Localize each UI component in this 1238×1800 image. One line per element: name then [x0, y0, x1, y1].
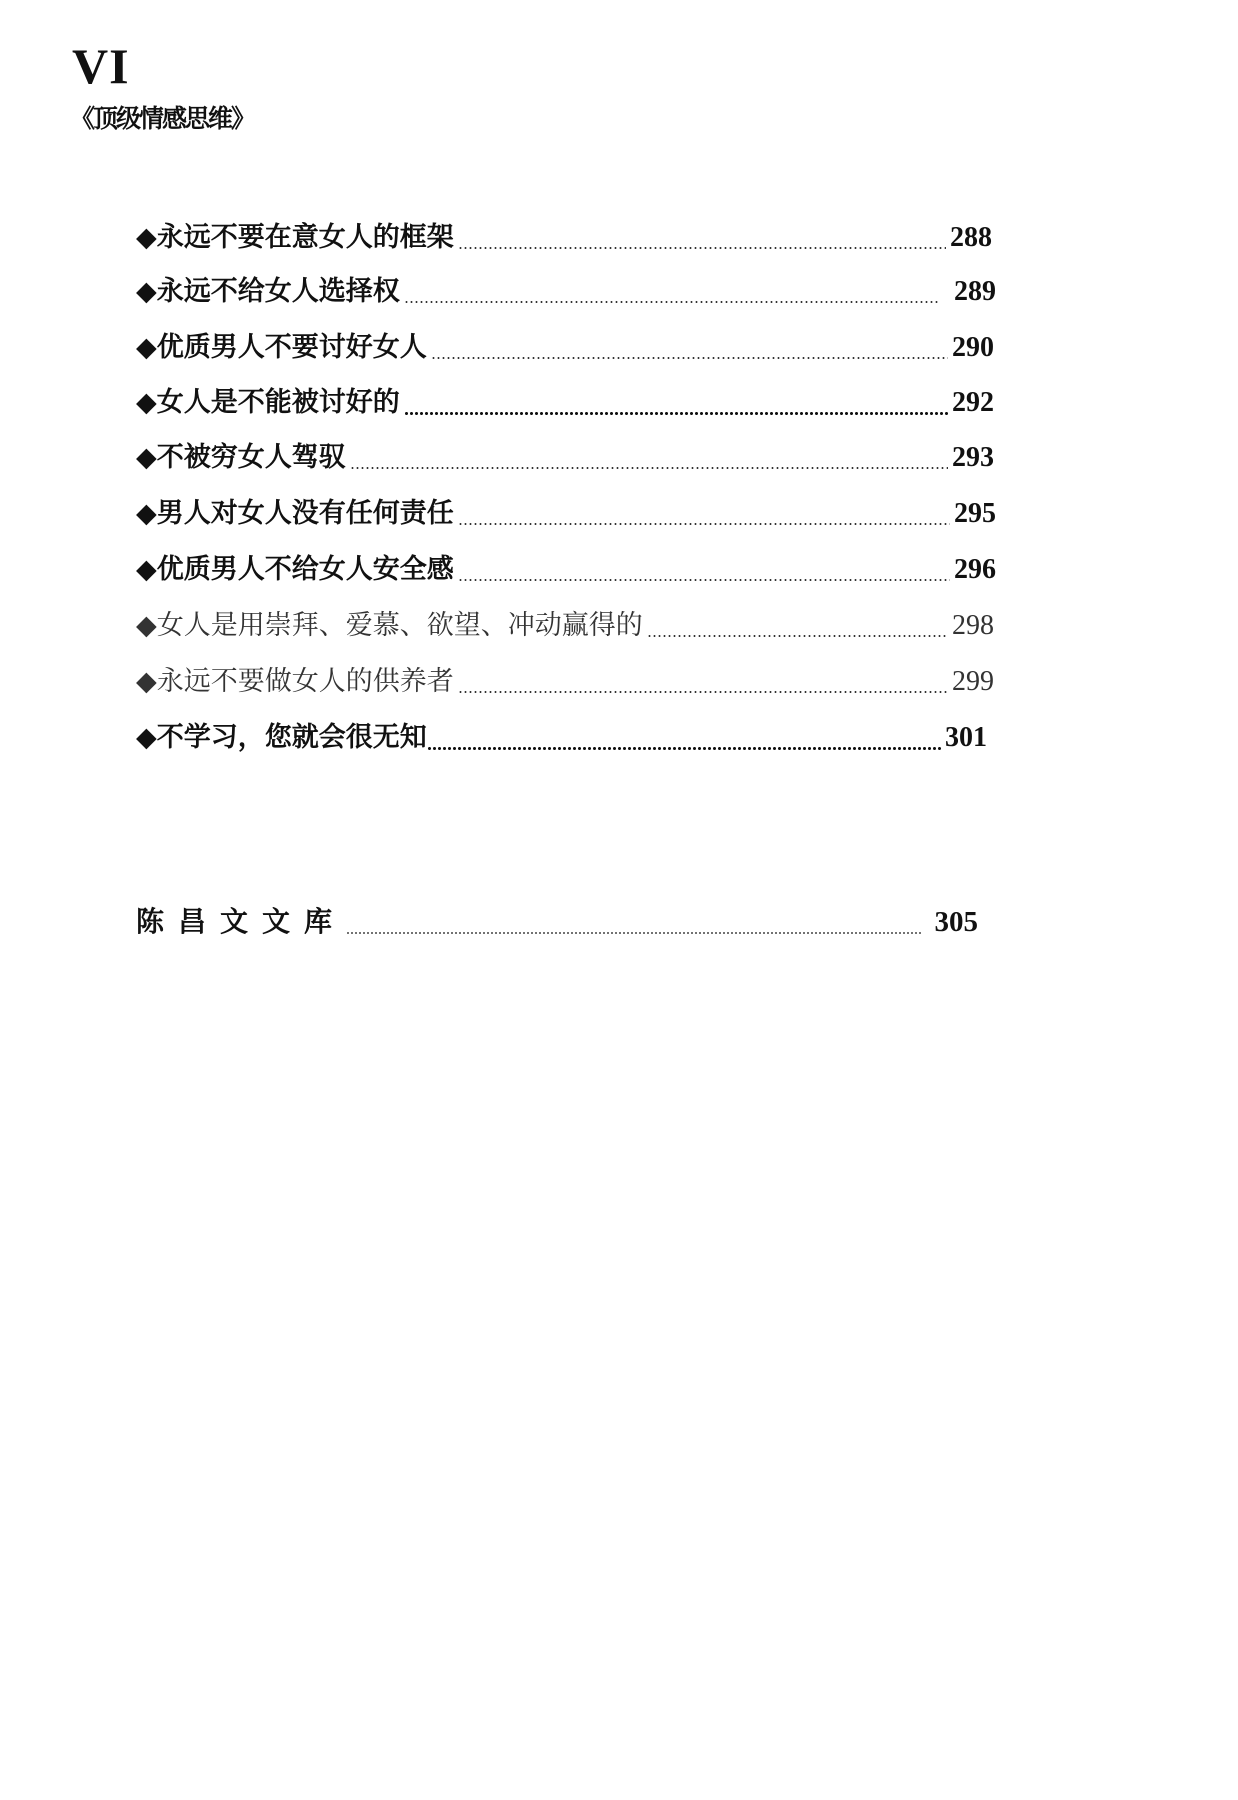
- toc-entry-page: 298: [952, 610, 994, 641]
- toc-entry[interactable]: [136, 550, 996, 590]
- library-entry[interactable]: [136, 900, 978, 944]
- toc-entry-page: 295: [954, 498, 996, 529]
- book-title: 《顶级情感思维》: [70, 104, 255, 133]
- toc-entry-title: ◆女人是不能被讨好的: [136, 387, 400, 418]
- toc-entry-page: 293: [952, 442, 994, 473]
- toc-entry-page: 299: [952, 666, 994, 697]
- page-number: VI: [72, 38, 130, 94]
- dot-leader: [431, 357, 948, 359]
- toc-entry-page: 290: [952, 332, 994, 363]
- dot-leader: [404, 301, 940, 303]
- library-title: 陈昌文文库: [136, 905, 347, 938]
- dot-leader: [404, 412, 948, 415]
- toc-entry-title: ◆永远不要在意女人的框架: [136, 222, 454, 253]
- toc-entry-title: ◆不学习，您就会很无知: [136, 722, 427, 753]
- dot-leader: [427, 747, 941, 750]
- toc-entry[interactable]: [136, 494, 996, 534]
- toc-entry-page: 289: [954, 276, 996, 307]
- dot-leader: [458, 579, 950, 581]
- toc-entry-title: ◆永远不给女人选择权: [136, 276, 400, 307]
- toc-entry-title: ◆女人是用崇拜、爱慕、欲望、冲动赢得的: [136, 610, 643, 641]
- toc-entry[interactable]: [136, 218, 992, 258]
- dot-leader: [647, 635, 948, 637]
- toc-entry-title: ◆优质男人不给女人安全感: [136, 554, 454, 585]
- dot-leader: [458, 523, 950, 525]
- toc-entry[interactable]: [136, 438, 994, 478]
- toc-entry[interactable]: [136, 383, 994, 423]
- toc-entry-page: 301: [945, 722, 987, 753]
- toc-entry-title: ◆优质男人不要讨好女人: [136, 332, 427, 363]
- toc-entry[interactable]: [136, 606, 994, 646]
- toc-entry[interactable]: [136, 718, 987, 758]
- toc-entry-title: ◆男人对女人没有任何责任: [136, 498, 454, 529]
- dot-leader: [346, 932, 920, 934]
- dot-leader: [458, 247, 946, 249]
- toc-entry[interactable]: [136, 272, 996, 312]
- toc-entry-title: ◆永远不要做女人的供养者: [136, 666, 454, 697]
- toc-entry-title: ◆不被穷女人驾驭: [136, 442, 346, 473]
- library-page: 305: [934, 906, 978, 938]
- toc-entry-page: 296: [954, 554, 996, 585]
- toc-entry[interactable]: [136, 328, 994, 368]
- toc-entry-page: 288: [950, 222, 992, 253]
- dot-leader: [458, 691, 948, 693]
- toc-entry-page: 292: [952, 387, 994, 418]
- dot-leader: [350, 467, 948, 469]
- toc-entry[interactable]: [136, 662, 994, 702]
